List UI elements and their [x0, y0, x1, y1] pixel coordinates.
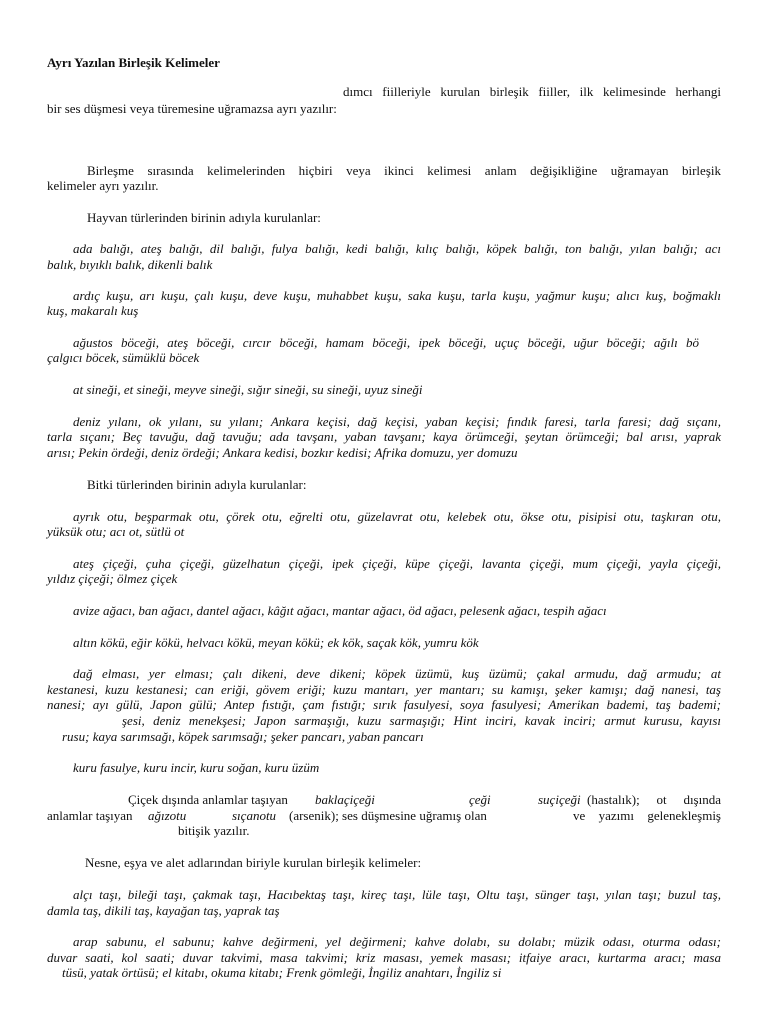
example-line: arısı; Pekin ördeği, deniz ördeği; Ankara kedisi, bozkır kedisi; Afrika domuzu, yer domuzu — [47, 445, 518, 460]
objects-heading: Nesne, eşya ve alet adlarından biriyle kurulan birleşik kelimeler: — [85, 855, 422, 870]
example-line: çalgıcı böcek, sümüklü böcek — [47, 350, 200, 365]
intro-line: dımcı fiilleriyle kurulan birleşik fiiller, ilk kelimesinde herhangi — [343, 84, 721, 99]
exception-text: Çiçek dışında anlamlar taşıyan — [128, 792, 288, 807]
example-line: duvar saati, kol saati; duvar takvimi, masa takvimi; kriz masası, yemek masası; itfaiye aracı, kurtarma aracı; masa — [47, 950, 721, 965]
rule-paragraph-line: Birleşme sırasında kelimelerinden hiçbiri veya ikinci kelimesi anlam değişikliğine uğramayan birleşik — [87, 163, 721, 178]
example-line: ateş çiçeği, çuha çiçeği, güzelhatun çiçeği, ipek çiçeği, küpe çiçeği, lavanta çiçeği, mum çiçeği, yayla çiçeği, — [73, 556, 721, 571]
example-line: kuru fasulye, kuru incir, kuru soğan, kuru üzüm — [73, 760, 320, 775]
example-line: kuş, makaralı kuş — [47, 303, 139, 318]
plants-heading: Bitki türlerinden birinin adıyla kurulanlar: — [87, 477, 307, 492]
exception-text: anlamlar taşıyan — [47, 808, 133, 823]
example-word: çeği — [469, 792, 491, 807]
example-line: yüksük otu; acı ot, sütlü ot — [47, 524, 185, 539]
example-line: alçı taşı, bileği taşı, çakmak taşı, Hacıbektaş taşı, kireç taşı, lüle taşı, Oltu taşı, sünger taşı, yılan taşı; buzul taş, — [73, 887, 721, 902]
intro-line: bir ses düşmesi veya türemesine uğramazsa ayrı yazılır: — [47, 101, 337, 116]
example-line: tarla sıçanı; Beç tavuğu, dağ tavuğu; ada tavşanı, yaban tavşanı; kaya örümceği, şeytan örümceği; bal arısı, yaprak — [47, 429, 721, 444]
exception-text: (arsenik); ses düşmesine uğramış olan — [289, 808, 487, 823]
section-title: Ayrı Yazılan Birleşik Kelimeler — [47, 55, 220, 70]
example-line: ardıç kuşu, arı kuşu, çalı kuşu, deve kuşu, muhabbet kuşu, saka kuşu, tarla kuşu, yağmur kuşu; alıcı kuş, boğmaklı — [73, 288, 721, 303]
example-line: arap sabunu, el sabunu; kahve değirmeni, yel değirmeni; kahve dolabı, su dolabı; müzik odası, oturma odası; — [73, 934, 721, 949]
example-line: altın kökü, eğir kökü, helvacı kökü, meyan kökü; ek kök, saçak kök, yumru kök — [73, 635, 479, 650]
example-line: şesi, deniz menekşesi; Japon sarmaşığı, kuzu sarmaşığı; Hint inciri, kavak inciri; armut kurusu, kayısı — [122, 713, 721, 728]
example-line: dağ elması, yer elması; çalı dikeni, deve dikeni; köpek üzümü, kuş üzümü; çakal armudu, dağ armudu; at — [73, 666, 721, 681]
example-line: ağustos böceği, ateş böceği, cırcır böceği, hamam böceği, ipek böceği, uçuç böceği, uğur böceği; ağılı bö — [73, 335, 699, 350]
example-word: sıçanotu — [232, 808, 277, 823]
example-line: deniz yılanı, ok yılanı, su yılanı; Ankara keçisi, dağ keçisi, yaban keçisi; fındık faresi, tarla faresi; dağ sıçanı, — [73, 414, 721, 429]
example-line: ayrık otu, beşparmak otu, çörek otu, eğrelti otu, güzelavrat otu, kelebek otu, ökse otu, pisipisi otu, taşkıran otu, — [73, 509, 721, 524]
animals-heading: Hayvan türlerinden birinin adıyla kurulanlar: — [87, 210, 321, 225]
example-line: damla taş, dikili taş, kayağan taş, yaprak taş — [47, 903, 280, 918]
exception-text: (hastalık); ot dışında — [587, 792, 721, 807]
example-line: nanesi; ayı gülü, Japon gülü; Antep fıstığı, çam fıstığı; sırık fasulyesi, soya fasulyesi; Amerikan bademi, taş bademi; — [47, 697, 721, 712]
exception-text: bitişik yazılır. — [178, 823, 250, 838]
example-line: kestanesi, kuzu kestanesi; can eriği, gövem eriği; kuzu mantarı, yer mantarı; su kamışı, şeker kamışı; dağ nanesi, taş — [47, 682, 721, 697]
example-line: yıldız çiçeği; ölmez çiçek — [47, 571, 178, 586]
example-line: rusu; kaya sarımsağı, köpek sarımsağı; şeker pancarı, yaban pancarı — [62, 729, 424, 744]
example-line: at sineği, et sineği, meyve sineği, sığır sineği, su sineği, uyuz sineği — [73, 382, 423, 397]
example-word: suçiçeği — [538, 792, 581, 807]
exception-text: ve yazımı gelenekleşmiş — [573, 808, 721, 823]
example-line: tüsü, yatak örtüsü; el kitabı, okuma kitabı; Frenk gömleği, İngiliz anahtarı, İngiliz si — [62, 965, 502, 980]
example-word: ağızotu — [148, 808, 187, 823]
example-line: avize ağacı, ban ağacı, dantel ağacı, kâğıt ağacı, mantar ağacı, öd ağacı, pelesenk ağacı, tespih ağacı — [73, 603, 607, 618]
example-line: ada balığı, ateş balığı, dil balığı, fulya balığı, kedi balığı, kılıç balığı, köpek balığı, ton balığı, yılan balığı; acı — [73, 241, 721, 256]
example-line: balık, bıyıklı balık, dikenli balık — [47, 257, 213, 272]
example-word: baklaçiçeği — [315, 792, 375, 807]
rule-paragraph-line: kelimeler ayrı yazılır. — [47, 178, 159, 193]
